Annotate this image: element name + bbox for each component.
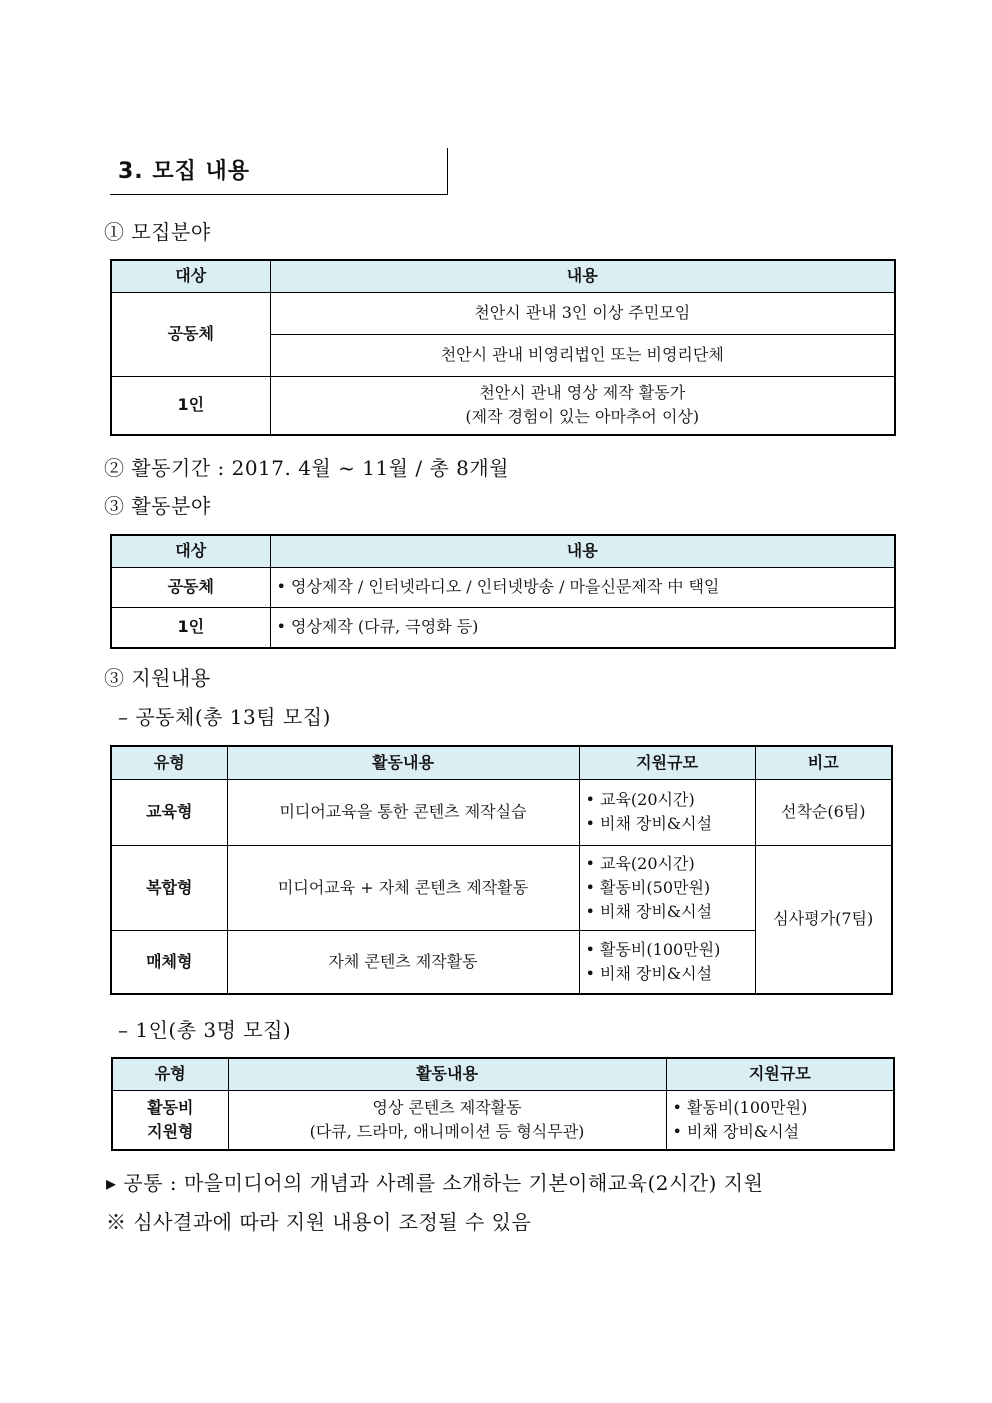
activity-field-table xyxy=(110,534,896,649)
row-type: 복합형 xyxy=(111,845,227,930)
row-content: 천안시 관내 3인 이상 주민모임 xyxy=(270,292,895,334)
activity-line: 영상 콘텐츠 제작활동 xyxy=(372,1097,522,1117)
col-header-content: 내용 xyxy=(270,535,895,567)
row-note: 심사평가(7팀) xyxy=(755,845,892,994)
adjustment-note: ※ 심사결과에 따라 지원 내용이 조정될 수 있음 xyxy=(106,1210,532,1234)
table-row xyxy=(111,567,895,607)
type-line: 지원형 xyxy=(147,1121,194,1141)
row-content: • 영상제작 (다큐, 극영화 등) xyxy=(270,607,895,648)
content-line: (제작 경험이 있는 아마추어 이상) xyxy=(465,407,700,427)
row-content xyxy=(270,376,895,435)
col-header-type: 유형 xyxy=(111,746,227,779)
col-header-activity: 활동내용 xyxy=(228,1058,666,1090)
common-support-note: ▸ 공통 : 마을미디어의 개념과 사례를 소개하는 기본이해교육(2시간) 지원 xyxy=(106,1171,764,1195)
support-line: • 활동비(100만원) xyxy=(585,939,721,959)
row-target: 1인 xyxy=(111,376,270,435)
support-line: • 비채 장비&시설 xyxy=(585,901,713,921)
support-line: • 활동비(50만원) xyxy=(585,877,711,897)
row-support xyxy=(579,930,755,994)
row-support xyxy=(579,779,755,845)
row-target: 공동체 xyxy=(111,567,270,607)
support-line: • 비채 장비&시설 xyxy=(585,963,713,983)
col-header-target: 대상 xyxy=(111,535,270,567)
row-type: 교육형 xyxy=(111,779,227,845)
table-row xyxy=(111,779,892,845)
support-line: • 비채 장비&시설 xyxy=(585,814,713,833)
table-row xyxy=(111,376,895,435)
support-line: • 비채 장비&시설 xyxy=(672,1121,800,1141)
section-title: 3. 모집 내용 xyxy=(110,148,448,195)
individual-group-label: – 1인(총 3명 모집) xyxy=(118,1018,292,1042)
recruit-field-table xyxy=(110,259,896,436)
table-row xyxy=(112,1090,894,1150)
type-line: 활동비 xyxy=(147,1097,194,1117)
row-activity: 자체 콘텐츠 제작활동 xyxy=(227,930,579,994)
row-support xyxy=(666,1090,894,1150)
content-line: 천안시 관내 영상 제작 활동가 xyxy=(479,383,686,403)
activity-line: (다큐, 드라마, 애니메이션 등 형식무관) xyxy=(309,1121,585,1141)
support-line: • 교육(20시간) xyxy=(585,853,695,873)
row-content: 천안시 관내 비영리법인 또는 비영리단체 xyxy=(270,334,895,376)
row-activity: 미디어교육을 통한 콘텐츠 제작실습 xyxy=(227,779,579,845)
row-activity xyxy=(228,1090,666,1150)
support-line: • 활동비(100만원) xyxy=(672,1097,808,1117)
support-heading: ③ 지원내용 xyxy=(104,666,211,690)
col-header-target: 대상 xyxy=(111,260,270,292)
col-header-type: 유형 xyxy=(112,1058,228,1090)
table-row xyxy=(111,292,895,334)
recruit-field-heading: ① 모집분야 xyxy=(104,220,211,244)
col-header-activity: 활동내용 xyxy=(227,746,579,779)
row-target: 공동체 xyxy=(111,292,270,376)
row-note: 선착순(6팀) xyxy=(755,779,892,845)
col-header-support: 지원규모 xyxy=(666,1058,894,1090)
row-type xyxy=(112,1090,228,1150)
activity-field-heading: ③ 활동분야 xyxy=(104,494,211,518)
individual-support-table xyxy=(111,1057,895,1151)
community-support-table xyxy=(110,745,893,995)
col-header-support: 지원규모 xyxy=(579,746,755,779)
row-target: 1인 xyxy=(111,607,270,648)
row-content: • 영상제작 / 인터넷라디오 / 인터넷방송 / 마을신문제작 中 택일 xyxy=(270,567,895,607)
activity-period: ② 활동기간 : 2017. 4월 ~ 11월 / 총 8개월 xyxy=(104,456,509,480)
table-row xyxy=(111,607,895,648)
col-header-note: 비고 xyxy=(755,746,892,779)
row-support xyxy=(579,845,755,930)
row-activity: 미디어교육 + 자체 콘텐츠 제작활동 xyxy=(227,845,579,930)
col-header-content: 내용 xyxy=(270,260,895,292)
community-group-label: – 공동체(총 13팀 모집) xyxy=(118,705,331,729)
table-row xyxy=(111,845,892,930)
row-type: 매체형 xyxy=(111,930,227,994)
support-line: • 교육(20시간) xyxy=(585,790,695,809)
